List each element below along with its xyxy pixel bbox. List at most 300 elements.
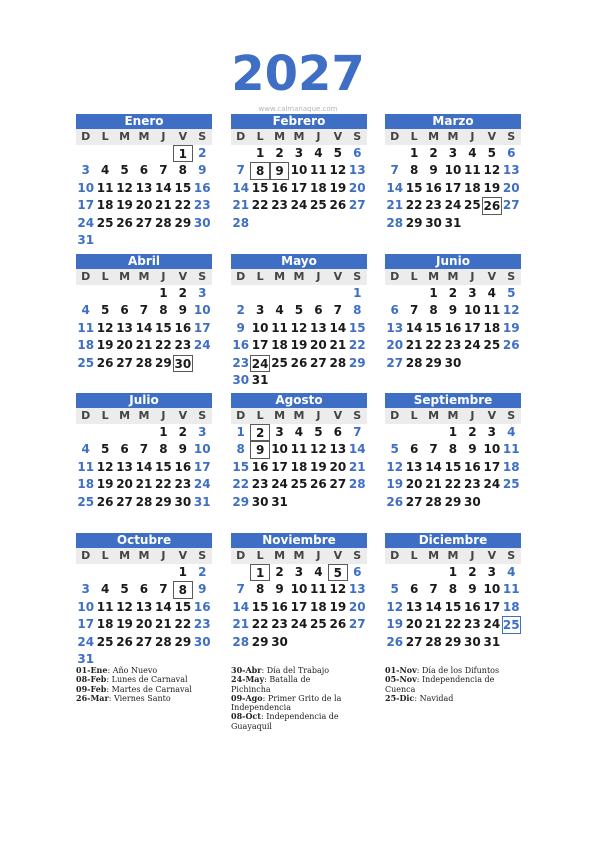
day-cell: 21 bbox=[405, 338, 423, 353]
day-cell: 26 bbox=[116, 215, 133, 230]
day-cell: 5 bbox=[390, 582, 399, 597]
day-cell: 6 bbox=[333, 425, 342, 439]
day-cell: 13 bbox=[502, 163, 520, 178]
day-cell: 4 bbox=[487, 286, 496, 300]
day-grid bbox=[385, 424, 521, 511]
day-cell: 24 bbox=[290, 617, 308, 632]
day-cell: 14 bbox=[425, 459, 442, 474]
day-cell: 6 bbox=[507, 146, 516, 160]
day-cell: 9 bbox=[198, 582, 207, 597]
weekday-label: V bbox=[333, 549, 343, 562]
weekday-label: M bbox=[138, 409, 150, 422]
empty-cell bbox=[270, 285, 289, 302]
month-name: Septiembre bbox=[385, 393, 521, 408]
day-cell: 10 bbox=[193, 442, 211, 457]
weekday-header bbox=[76, 548, 212, 564]
month-marzo bbox=[385, 114, 521, 232]
day-cell: 2 bbox=[198, 565, 207, 579]
day-cell: 15 bbox=[348, 320, 366, 335]
day-cell: 18 bbox=[310, 599, 327, 614]
day-cell: 7 bbox=[236, 163, 245, 178]
day-cell: 5 bbox=[120, 163, 129, 178]
day-cell: 5 bbox=[100, 303, 110, 318]
weekday-label: M bbox=[119, 549, 131, 562]
day-cell: 10 bbox=[251, 320, 269, 335]
empty-cell bbox=[404, 424, 423, 441]
weekday-label: J bbox=[470, 130, 475, 143]
holiday-day-cell: 5 bbox=[328, 564, 347, 581]
holiday-note: 25-Dic: Navidad bbox=[385, 692, 454, 703]
day-cell: 11 bbox=[290, 442, 308, 457]
day-cell: 24 bbox=[77, 634, 95, 649]
weekday-label: M bbox=[447, 549, 459, 562]
weekday-label: S bbox=[198, 409, 207, 422]
day-cell: 12 bbox=[96, 459, 114, 474]
day-cell: 19 bbox=[502, 320, 520, 335]
day-cell: 18 bbox=[502, 459, 520, 474]
day-cell: 15 bbox=[251, 599, 269, 614]
day-cell: 16 bbox=[464, 459, 481, 474]
day-cell: 24 bbox=[271, 477, 288, 492]
day-cell: 19 bbox=[329, 599, 347, 614]
day-cell: 7 bbox=[429, 442, 438, 457]
weekday-label: L bbox=[101, 409, 109, 422]
day-cell: 16 bbox=[174, 320, 192, 335]
day-cell: 9 bbox=[448, 303, 458, 318]
weekday-label: L bbox=[410, 409, 418, 422]
day-cell: 22 bbox=[405, 198, 423, 213]
weekday-label: M bbox=[138, 130, 150, 143]
day-cell: 23 bbox=[193, 198, 211, 213]
weekday-label: D bbox=[81, 549, 91, 562]
day-cell: 6 bbox=[409, 442, 419, 457]
day-cell: 7 bbox=[236, 582, 245, 597]
day-cell: 5 bbox=[294, 303, 304, 318]
weekday-label: M bbox=[293, 270, 305, 283]
weekday-header bbox=[231, 129, 367, 145]
day-cell: 9 bbox=[429, 163, 438, 178]
day-cell: 23 bbox=[232, 355, 250, 370]
weekday-label: V bbox=[178, 270, 188, 283]
month-name: Octubre bbox=[76, 533, 212, 548]
day-cell: 29 bbox=[444, 494, 462, 509]
day-cell: 11 bbox=[502, 442, 520, 457]
day-cell: 12 bbox=[386, 599, 404, 614]
day-cell: 21 bbox=[425, 477, 442, 492]
day-cell: 24 bbox=[444, 198, 462, 213]
day-cell: 27 bbox=[116, 355, 133, 370]
day-cell: 2 bbox=[275, 565, 284, 579]
day-cell: 28 bbox=[425, 634, 442, 649]
day-cell: 4 bbox=[294, 425, 304, 439]
weekday-label: M bbox=[428, 549, 440, 562]
holiday-text: Año Nuevo bbox=[112, 666, 158, 675]
weekday-header bbox=[76, 269, 212, 285]
day-cell: 28 bbox=[348, 477, 366, 492]
holiday-day-cell: 8 bbox=[250, 162, 269, 179]
day-cell: 20 bbox=[135, 198, 153, 213]
day-cell: 25 bbox=[96, 215, 114, 230]
day-cell: 23 bbox=[174, 338, 192, 353]
day-cell: 11 bbox=[96, 180, 114, 195]
day-cell: 17 bbox=[464, 320, 481, 335]
day-cell: 21 bbox=[135, 477, 153, 492]
day-cell: 5 bbox=[507, 286, 516, 300]
month-diciembre bbox=[385, 533, 521, 651]
holiday-note: 08-Oct: Independencia de Guayaquil bbox=[231, 711, 339, 731]
holiday-date: 01-Ene bbox=[76, 665, 108, 675]
weekday-header bbox=[76, 129, 212, 145]
holiday-note: 24-May: Batalla de Pichincha bbox=[231, 674, 311, 694]
weekday-label: M bbox=[119, 270, 131, 283]
weekday-label: D bbox=[81, 409, 91, 422]
month-name: Diciembre bbox=[385, 533, 521, 548]
day-cell: 25 bbox=[77, 355, 95, 370]
day-cell: 22 bbox=[348, 338, 366, 353]
day-cell: 1 bbox=[255, 146, 265, 160]
day-cell: 10 bbox=[483, 582, 501, 597]
day-cell: 2 bbox=[178, 425, 187, 439]
day-cell: 29 bbox=[174, 634, 192, 649]
empty-cell bbox=[385, 424, 404, 441]
weekday-label: M bbox=[119, 409, 131, 422]
holiday-text: Independencia de Cuenca bbox=[385, 675, 495, 694]
weekday-label: M bbox=[274, 409, 286, 422]
day-cell: 16 bbox=[464, 599, 481, 614]
day-cell: 14 bbox=[329, 320, 347, 335]
day-cell: 22 bbox=[251, 198, 269, 213]
weekday-label: M bbox=[428, 270, 440, 283]
day-cell: 13 bbox=[386, 320, 404, 335]
day-cell: 20 bbox=[386, 338, 404, 353]
day-cell: 16 bbox=[193, 599, 211, 614]
day-cell: 31 bbox=[483, 634, 501, 649]
day-cell: 4 bbox=[100, 582, 110, 597]
day-cell: 24 bbox=[290, 198, 308, 213]
day-cell: 22 bbox=[174, 198, 192, 213]
holiday-note: 09-Ago: Primer Grito de la Independencia bbox=[231, 692, 342, 713]
day-cell: 24 bbox=[77, 215, 95, 230]
weekday-header bbox=[385, 269, 521, 285]
empty-cell bbox=[328, 285, 347, 302]
day-cell: 12 bbox=[386, 459, 404, 474]
day-cell: 26 bbox=[329, 617, 347, 632]
holiday-date: 30-Abr bbox=[231, 665, 262, 675]
day-cell: 3 bbox=[294, 565, 304, 579]
day-cell: 2 bbox=[236, 303, 245, 318]
day-cell: 20 bbox=[310, 338, 327, 353]
day-grid bbox=[76, 424, 212, 511]
day-cell: 3 bbox=[448, 146, 458, 160]
day-cell: 12 bbox=[290, 320, 308, 335]
day-cell: 16 bbox=[251, 459, 269, 474]
day-cell: 1 bbox=[159, 286, 168, 300]
day-cell: 4 bbox=[507, 425, 516, 439]
day-cell: 14 bbox=[405, 320, 423, 335]
day-cell: 7 bbox=[139, 303, 149, 318]
day-cell: 24 bbox=[193, 477, 211, 492]
day-cell: 2 bbox=[429, 146, 438, 160]
day-cell: 16 bbox=[271, 180, 288, 195]
holiday-day-cell: 1 bbox=[173, 145, 192, 162]
day-cell: 5 bbox=[120, 582, 129, 597]
day-cell: 19 bbox=[116, 617, 133, 632]
day-cell: 11 bbox=[96, 599, 114, 614]
day-cell: 23 bbox=[193, 617, 211, 632]
day-cell: 31 bbox=[444, 215, 462, 230]
empty-cell bbox=[76, 564, 95, 581]
day-cell: 12 bbox=[116, 180, 133, 195]
day-cell: 3 bbox=[198, 425, 207, 439]
day-cell: 20 bbox=[502, 180, 520, 195]
day-cell: 30 bbox=[193, 215, 211, 230]
weekday-label: D bbox=[236, 270, 246, 283]
weekday-header bbox=[385, 548, 521, 564]
day-cell: 17 bbox=[77, 617, 95, 632]
day-cell: 5 bbox=[487, 146, 496, 160]
month-febrero bbox=[231, 114, 367, 232]
day-cell: 13 bbox=[348, 582, 366, 597]
day-cell: 31 bbox=[193, 494, 211, 509]
day-cell: 12 bbox=[96, 320, 114, 335]
day-cell: 7 bbox=[159, 163, 168, 178]
month-noviembre bbox=[231, 533, 367, 651]
empty-cell bbox=[134, 424, 153, 441]
day-cell: 9 bbox=[468, 442, 477, 457]
day-cell: 30 bbox=[425, 215, 442, 230]
day-cell: 17 bbox=[483, 599, 501, 614]
day-cell: 2 bbox=[468, 565, 477, 579]
day-cell: 8 bbox=[178, 163, 187, 178]
holiday-date: 08-Feb bbox=[76, 674, 107, 685]
weekday-label: L bbox=[256, 270, 264, 283]
day-cell: 1 bbox=[236, 425, 245, 439]
day-cell: 23 bbox=[425, 198, 442, 213]
day-cell: 20 bbox=[405, 477, 423, 492]
day-cell: 23 bbox=[174, 477, 192, 492]
weekday-label: L bbox=[101, 549, 109, 562]
day-cell: 6 bbox=[139, 582, 149, 597]
day-cell: 1 bbox=[429, 286, 438, 300]
day-cell: 27 bbox=[348, 617, 366, 632]
weekday-label: M bbox=[138, 549, 150, 562]
weekday-label: D bbox=[81, 130, 91, 143]
day-cell: 29 bbox=[155, 494, 172, 509]
day-cell: 10 bbox=[193, 303, 211, 318]
day-cell: 18 bbox=[310, 180, 327, 195]
day-cell: 16 bbox=[271, 599, 288, 614]
holiday-date: 09-Ago bbox=[231, 692, 263, 703]
day-cell: 23 bbox=[444, 338, 462, 353]
day-grid bbox=[231, 145, 367, 232]
day-cell: 29 bbox=[174, 215, 192, 230]
day-cell: 18 bbox=[464, 180, 481, 195]
day-cell: 6 bbox=[353, 565, 362, 579]
holiday-day-cell: 9 bbox=[270, 162, 289, 179]
day-cell: 20 bbox=[348, 599, 366, 614]
day-cell: 10 bbox=[483, 442, 501, 457]
day-cell: 27 bbox=[405, 494, 423, 509]
day-cell: 30 bbox=[271, 634, 288, 649]
day-cell: 29 bbox=[405, 215, 423, 230]
holiday-text: Día de los Difuntos bbox=[422, 666, 500, 675]
day-cell: 3 bbox=[81, 582, 90, 597]
day-cell: 25 bbox=[483, 338, 501, 353]
day-cell: 20 bbox=[348, 180, 366, 195]
day-cell: 7 bbox=[390, 163, 399, 178]
empty-cell bbox=[115, 424, 134, 441]
day-cell: 21 bbox=[155, 198, 172, 213]
day-grid bbox=[385, 145, 521, 232]
day-cell: 20 bbox=[116, 477, 133, 492]
day-cell: 2 bbox=[198, 146, 207, 160]
day-cell: 1 bbox=[448, 565, 458, 579]
day-cell: 17 bbox=[444, 180, 462, 195]
weekday-label: J bbox=[161, 270, 166, 283]
day-cell: 19 bbox=[96, 477, 114, 492]
day-cell: 4 bbox=[507, 565, 516, 579]
day-cell: 27 bbox=[386, 355, 404, 370]
day-cell: 25 bbox=[96, 634, 114, 649]
day-cell: 24 bbox=[193, 338, 211, 353]
holiday-text: Batalla de Pichincha bbox=[231, 675, 311, 694]
day-cell: 27 bbox=[116, 494, 133, 509]
weekday-label: D bbox=[81, 270, 91, 283]
weekday-label: S bbox=[198, 130, 207, 143]
weekday-label: J bbox=[470, 549, 475, 562]
day-cell: 29 bbox=[444, 634, 462, 649]
day-cell: 27 bbox=[329, 477, 347, 492]
day-cell: 7 bbox=[409, 303, 419, 318]
day-cell: 13 bbox=[405, 599, 423, 614]
empty-cell bbox=[231, 564, 250, 581]
weekday-label: V bbox=[333, 409, 343, 422]
day-cell: 1 bbox=[409, 146, 419, 160]
weekday-label: V bbox=[333, 130, 343, 143]
day-cell: 24 bbox=[464, 338, 481, 353]
day-cell: 6 bbox=[390, 303, 399, 318]
day-cell: 13 bbox=[348, 163, 366, 178]
day-cell: 1 bbox=[159, 425, 168, 439]
day-cell: 5 bbox=[100, 442, 110, 457]
empty-cell bbox=[231, 285, 250, 302]
day-cell: 18 bbox=[77, 338, 95, 353]
month-name: Febrero bbox=[231, 114, 367, 129]
holiday-day-cell: 30 bbox=[174, 356, 192, 371]
day-cell: 25 bbox=[310, 617, 327, 632]
weekday-label: L bbox=[410, 549, 418, 562]
weekday-label: M bbox=[447, 130, 459, 143]
empty-cell bbox=[95, 564, 114, 581]
day-grid bbox=[385, 564, 521, 651]
day-cell: 14 bbox=[232, 599, 250, 614]
day-cell: 10 bbox=[77, 599, 95, 614]
day-cell: 15 bbox=[425, 320, 442, 335]
weekday-label: M bbox=[293, 409, 305, 422]
month-name: Agosto bbox=[231, 393, 367, 408]
weekday-header bbox=[76, 408, 212, 424]
year-title: 2027 bbox=[231, 46, 365, 102]
day-cell: 8 bbox=[236, 442, 245, 457]
day-cell: 13 bbox=[310, 320, 327, 335]
weekday-label: V bbox=[178, 409, 188, 422]
day-cell: 15 bbox=[444, 599, 462, 614]
day-cell: 15 bbox=[155, 459, 172, 474]
day-cell: 22 bbox=[444, 477, 462, 492]
day-cell: 6 bbox=[120, 303, 129, 318]
day-cell: 16 bbox=[425, 180, 442, 195]
day-cell: 3 bbox=[294, 146, 304, 160]
day-cell: 10 bbox=[77, 180, 95, 195]
day-cell: 6 bbox=[314, 303, 323, 318]
day-cell: 31 bbox=[77, 651, 95, 666]
day-cell: 30 bbox=[464, 494, 481, 509]
day-cell: 7 bbox=[139, 442, 149, 457]
day-cell: 21 bbox=[348, 459, 366, 474]
day-cell: 29 bbox=[155, 355, 172, 370]
day-cell: 25 bbox=[290, 477, 308, 492]
day-cell: 26 bbox=[290, 355, 308, 370]
day-cell: 27 bbox=[348, 198, 366, 213]
day-cell: 28 bbox=[425, 494, 442, 509]
day-cell: 21 bbox=[386, 198, 404, 213]
empty-cell bbox=[134, 564, 153, 581]
day-cell: 14 bbox=[386, 180, 404, 195]
day-cell: 26 bbox=[96, 355, 114, 370]
day-cell: 1 bbox=[353, 286, 362, 300]
weekday-label: D bbox=[390, 549, 400, 562]
weekday-label: J bbox=[316, 130, 321, 143]
day-cell: 8 bbox=[159, 442, 168, 457]
weekday-label: S bbox=[507, 409, 516, 422]
day-cell: 14 bbox=[155, 599, 172, 614]
day-cell: 14 bbox=[135, 459, 153, 474]
day-cell: 29 bbox=[251, 634, 269, 649]
day-cell: 28 bbox=[232, 215, 250, 230]
weekday-label: L bbox=[256, 130, 264, 143]
day-cell: 26 bbox=[502, 338, 520, 353]
day-cell: 11 bbox=[483, 303, 501, 318]
day-cell: 28 bbox=[155, 215, 172, 230]
month-octubre bbox=[76, 533, 212, 668]
day-cell: 22 bbox=[444, 617, 462, 632]
day-cell: 30 bbox=[464, 634, 481, 649]
day-cell: 17 bbox=[251, 338, 269, 353]
weekday-label: M bbox=[138, 270, 150, 283]
day-cell: 25 bbox=[77, 494, 95, 509]
holiday-note: 26-Mar: Viernes Santo bbox=[76, 692, 171, 703]
day-cell: 15 bbox=[251, 180, 269, 195]
day-cell: 5 bbox=[333, 146, 342, 160]
day-cell: 23 bbox=[464, 477, 481, 492]
day-cell: 12 bbox=[329, 582, 347, 597]
empty-cell bbox=[134, 285, 153, 302]
day-cell: 21 bbox=[329, 338, 347, 353]
day-grid bbox=[231, 424, 367, 511]
day-cell: 3 bbox=[487, 425, 496, 439]
day-cell: 9 bbox=[178, 303, 187, 318]
weekday-label: M bbox=[447, 409, 459, 422]
day-cell: 12 bbox=[329, 163, 347, 178]
weekday-label: J bbox=[316, 409, 321, 422]
weekday-label: J bbox=[161, 130, 166, 143]
day-cell: 30 bbox=[174, 494, 192, 509]
holiday-notes-column bbox=[385, 666, 507, 703]
day-cell: 22 bbox=[155, 477, 172, 492]
empty-cell bbox=[385, 145, 404, 162]
day-cell: 11 bbox=[271, 320, 288, 335]
empty-cell bbox=[115, 285, 134, 302]
